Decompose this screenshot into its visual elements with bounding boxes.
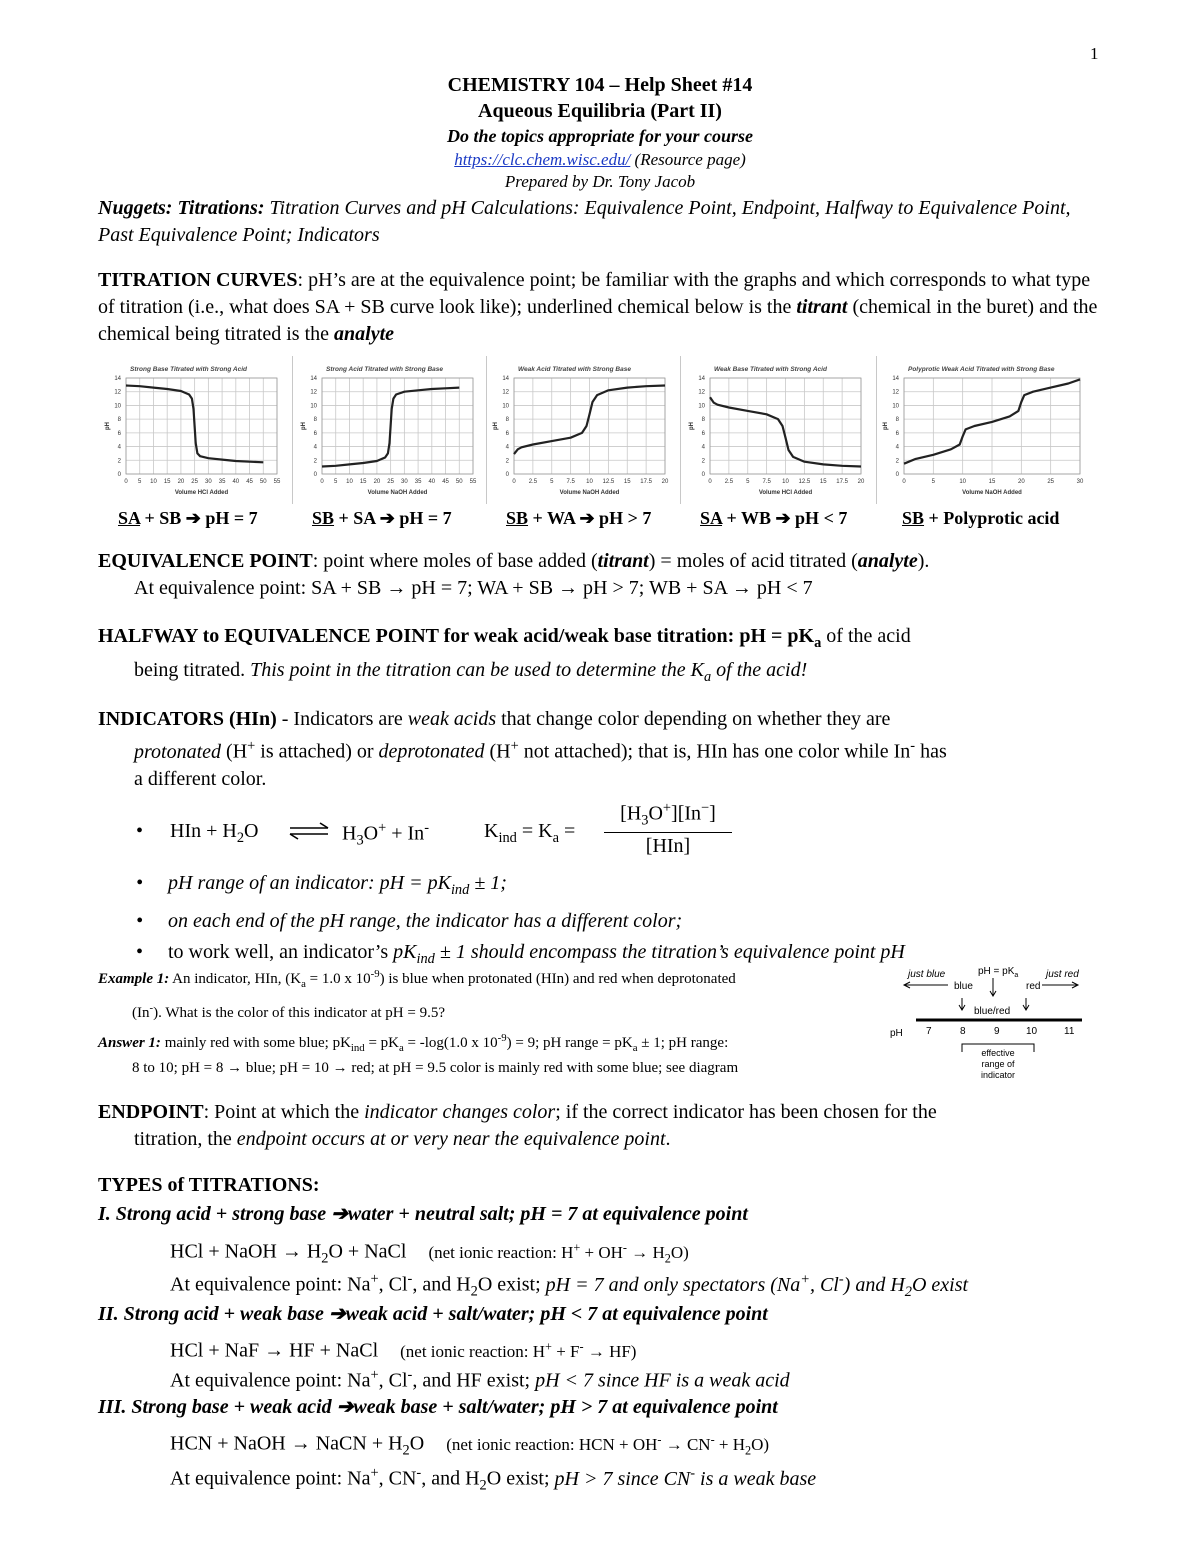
y-axis-label: pH	[493, 422, 499, 430]
x-tick-label: 50	[455, 479, 463, 485]
y-tick-label: 6	[117, 430, 121, 437]
indicators-italic: protonated	[134, 740, 222, 763]
equivalence-text: ).	[917, 550, 930, 572]
graph-label-5	[902, 508, 1059, 529]
y-axis-label: pH	[301, 422, 307, 430]
x-tick-label: 25	[1047, 479, 1055, 485]
page-number: 1	[1090, 44, 1099, 63]
halfway-sub: a	[814, 635, 822, 651]
y-tick-label: 8	[313, 417, 317, 424]
x-tick-label: 55	[469, 479, 477, 485]
indicator-bullets	[98, 868, 1108, 975]
resource-link[interactable]: https://clc.chem.wisc.edu/	[454, 150, 631, 169]
y-tick-label: 0	[505, 472, 509, 478]
equation-rhs: $H_3O^+ + In^-$	[342, 820, 429, 849]
graph-label-2	[312, 508, 452, 529]
type-I-at-equivalence: At equivalence point: Na+, Cl-, and $H_2O$ exist; pH = 7 and only spectators (Na+, Cl-) and $H_2O$ exist	[170, 1271, 969, 1300]
y-tick-label: 10	[114, 403, 121, 410]
graph-label-text: + WA ➔ pH > 7	[528, 508, 652, 528]
y-tick-label: 12	[310, 389, 317, 396]
titrant-underlined: SB	[902, 508, 925, 528]
y-tick-label: 6	[313, 430, 317, 437]
x-tick-label: 15	[819, 479, 827, 485]
ph-tick: 8	[960, 1026, 966, 1037]
x-tick-label: 10	[346, 479, 353, 485]
nuggets-label: Nuggets: Titrations:	[98, 197, 265, 219]
x-tick-label: 25	[191, 479, 198, 485]
ph-axis-label: pH	[890, 1028, 903, 1039]
titration-curves-text1: : pH’s are at the equivalence point; be familiar with the graphs and which corresponds to what type of titration (i.e., what does SA + SB curve look like); underlined chemical below is the	[98, 269, 1091, 318]
y-tick-label: 6	[505, 430, 509, 437]
equilibrium-arrows-icon	[288, 822, 330, 840]
answer-line-2: 8 to 10; pH = 8 → blue; pH = 10 → red; at pH = 9.5 color is mainly red with some blue; see diagram	[132, 1060, 739, 1076]
bullet-item: • to work well, an indicator’s $pK_{ind} \pm 1$ should encompass the titration’s equivalence point pH	[98, 937, 1108, 975]
indicators-text: - Indicators are	[276, 708, 408, 730]
equivalence-line2: At equivalence point: SA + SB → pH = 7; WA + SB → pH > 7; WB + SA → pH < 7	[134, 577, 813, 599]
x-tick-label: 15	[988, 479, 996, 485]
x-tick-label: 12.5	[798, 479, 811, 485]
x-tick-label: 2.5	[528, 479, 538, 485]
author-line: Prepared by Dr. Tony Jacob	[504, 172, 696, 191]
graph-label-1	[118, 508, 258, 529]
x-tick-label: 30	[205, 479, 212, 485]
titrant-underlined: SA	[118, 508, 141, 528]
x-tick-label: 45	[246, 479, 253, 485]
y-tick-label: 10	[310, 403, 317, 410]
indicators-text: that change color depending on whether they are	[496, 708, 891, 730]
type-II-title: II. Strong acid + weak base ➔weak acid + salt/water; pH < 7 at equivalence point	[98, 1303, 768, 1325]
y-tick-label: 2	[313, 458, 317, 465]
x-tick-label: 0	[320, 479, 324, 485]
x-tick-label: 30	[1076, 479, 1084, 485]
graph-label-4	[700, 508, 847, 529]
halfway-italic-sub: a	[703, 669, 712, 685]
x-tick-label: 20	[177, 479, 185, 485]
x-tick-label: 10	[150, 479, 157, 485]
titration-graph-wb-sa	[684, 362, 869, 502]
titrant-term: titrant	[796, 296, 848, 318]
x-tick-label: 5	[138, 479, 142, 485]
halfway-paragraph	[98, 623, 1108, 691]
graph-divider	[680, 356, 681, 504]
y-tick-label: 4	[895, 444, 899, 451]
y-tick-label: 2	[701, 458, 705, 465]
titrant-underlined: SB	[312, 508, 335, 528]
types-heading: TYPES of TITRATIONS:	[98, 1174, 320, 1196]
y-tick-label: 14	[698, 376, 705, 382]
x-tick-label: 10	[959, 479, 967, 485]
superscript: -	[910, 738, 916, 754]
type-III-at-equivalence: At equivalence point: Na+, CN-, and $H_2O$ exist; pH > 7 since CN- is a weak base	[170, 1465, 817, 1494]
x-tick-label: 25	[387, 479, 394, 485]
sheet-title: CHEMISTRY 104 – Help Sheet #14	[447, 74, 753, 96]
x-tick-label: 20	[373, 479, 381, 485]
analyte-term: analyte	[857, 550, 918, 572]
graph-divider	[292, 356, 293, 504]
sheet-subtitle: Aqueous Equilibria (Part II)	[478, 100, 722, 122]
x-tick-label: 30	[401, 479, 408, 485]
y-tick-label: 12	[892, 389, 899, 396]
indicators-text: not attached); that is, HIn has one color while In	[518, 740, 911, 763]
halfway-text: being titrated.	[134, 659, 251, 681]
x-tick-label: 50	[259, 479, 267, 485]
graph-label-3	[506, 508, 651, 529]
type-III-equation: HCN + NaOH → NaCN + $H_2O$ (net ionic reaction: HCN + $OH^- \to CN^- + H_2O$)	[170, 1432, 770, 1459]
x-tick-label: 15	[359, 479, 367, 485]
type-III-title: III. Strong base + weak acid ➔weak base + salt/water; pH > 7 at equivalence point	[98, 1396, 778, 1418]
titration-graph-wa-sb	[488, 362, 673, 502]
x-axis-label: Volume HCl Added	[758, 490, 813, 496]
superscript: +	[247, 738, 256, 754]
x-tick-label: 35	[414, 479, 422, 485]
red-label: red	[1026, 981, 1041, 992]
indicators-text: has	[915, 740, 947, 763]
y-tick-label: 2	[117, 458, 121, 465]
x-tick-label: 20	[1017, 479, 1025, 485]
indicator-range-diagram	[886, 962, 1086, 1088]
indicators-text: a different color.	[134, 767, 267, 790]
x-tick-label: 55	[273, 479, 281, 485]
superscript: +	[510, 738, 519, 754]
chart-title: Weak Base Titrated with Strong Acid	[714, 366, 827, 373]
y-tick-label: 6	[701, 430, 705, 437]
type-I-title: I. Strong acid + strong base ➔water + neutral salt; pH = 7 at equivalence point	[98, 1203, 748, 1225]
x-tick-label: 5	[550, 479, 554, 485]
endpoint-text: titration, the	[134, 1128, 237, 1150]
graph-divider	[876, 356, 877, 504]
plot-frame	[322, 378, 473, 474]
titrant-term: titrant	[597, 550, 649, 572]
graph-label-text: + SA ➔ pH = 7	[334, 508, 452, 528]
chart-title: Polyprotic Weak Acid Titrated with Strong Base	[908, 366, 1055, 373]
y-tick-label: 10	[698, 403, 705, 410]
y-axis-label: pH	[105, 422, 111, 430]
y-tick-label: 10	[502, 403, 509, 410]
x-tick-label: 15	[163, 479, 171, 485]
x-tick-label: 0	[512, 479, 516, 485]
y-axis-label: pH	[883, 422, 889, 430]
indicators-text: (H	[484, 740, 511, 763]
y-tick-label: 14	[892, 376, 899, 382]
bullet-item: • pH range of an indicator: pH = $pK_{ind} \pm 1$;	[98, 868, 1108, 906]
endpoint-heading: ENDPOINT	[98, 1101, 204, 1123]
titration-graph-polyprotic	[878, 362, 1088, 502]
indicators-italic: deprotonated	[378, 740, 485, 763]
effective-label: indicator	[980, 1070, 1016, 1080]
x-tick-label: 40	[428, 479, 436, 485]
indicators-text: (H	[221, 740, 248, 763]
endpoint-text: ; if the correct indicator has been chosen for the	[555, 1101, 937, 1123]
titrant-underlined: SA	[700, 508, 723, 528]
x-tick-label: 10	[586, 479, 593, 485]
type-II-at-equivalence: At equivalence point: Na+, Cl-, and HF exist; pH < 7 since HF is a weak acid	[170, 1367, 790, 1392]
titrant-underlined: SB	[506, 508, 529, 528]
chart-title: Strong Base Titrated with Strong Acid	[130, 366, 248, 373]
just-red-label: just red	[1046, 969, 1079, 980]
x-tick-label: 7.5	[566, 479, 575, 485]
nuggets-paragraph	[98, 195, 1108, 249]
y-tick-label: 0	[117, 472, 121, 478]
indicators-paragraph	[98, 706, 1108, 793]
y-tick-label: 14	[114, 376, 121, 382]
endpoint-text: : Point at which the	[203, 1101, 365, 1123]
resource-suffix: (Resource page)	[630, 150, 746, 169]
x-tick-label: 17.5	[640, 479, 652, 485]
y-tick-label: 14	[310, 376, 317, 382]
x-tick-label: 20	[857, 479, 865, 485]
x-axis-label: Volume NaOH Added	[559, 490, 620, 496]
graph-divider	[486, 356, 487, 504]
equivalence-text: : point where moles of base added (	[312, 550, 598, 572]
y-tick-label: 12	[114, 389, 121, 396]
indicators-italic: weak acids	[407, 708, 497, 730]
y-tick-label: 0	[701, 472, 705, 478]
x-tick-label: 35	[218, 479, 226, 485]
y-tick-label: 4	[505, 444, 509, 451]
titration-curves-heading: TITRATION CURVES	[98, 269, 298, 291]
endpoint-italic: endpoint occurs at or very near the equivalence point	[236, 1128, 666, 1150]
x-tick-label: 7.5	[762, 479, 771, 485]
example-line-1: Example 1: An indicator, HIn, ($K_a = 1.0$ x $10^{-9}$) is blue when protonated (HIn) and red when deprotonated	[98, 968, 736, 990]
endpoint-text: .	[665, 1128, 671, 1150]
y-tick-label: 8	[117, 417, 121, 424]
y-tick-label: 8	[701, 417, 705, 424]
y-tick-label: 12	[698, 389, 705, 396]
y-tick-label: 2	[895, 458, 899, 465]
bluered-label: blue/red	[974, 1006, 1011, 1017]
type-I-equation: HCl + NaOH → $H_2O$ + NaCl (net ionic reaction: $H^+ + OH^- \to H_2O$)	[170, 1240, 689, 1267]
equivalence-paragraph	[98, 548, 1108, 602]
indicators-heading: INDICATORS (HIn)	[98, 708, 277, 730]
halfway-italic: of the acid!	[711, 659, 808, 681]
y-tick-label: 8	[895, 417, 899, 424]
fraction-denominator: [HIn]	[645, 834, 691, 857]
ph-tick: 10	[1026, 1026, 1038, 1037]
x-tick-label: 20	[661, 479, 669, 485]
y-tick-label: 6	[895, 430, 899, 437]
endpoint-paragraph	[98, 1099, 1108, 1153]
analyte-term: analyte	[334, 323, 395, 345]
plot-frame	[126, 378, 277, 474]
nuggets-text: Titration Curves and pH Calculations: Equivalence Point, Endpoint, Halfway to Equivalence Point, Past Equivalence Point; Indicators	[98, 197, 1071, 246]
y-axis-label: pH	[689, 422, 695, 430]
x-axis-label: Volume NaOH Added	[962, 490, 1022, 496]
x-tick-label: 45	[442, 479, 449, 485]
course-note: Do the topics appropriate for your course	[447, 126, 753, 146]
x-tick-label: 40	[232, 479, 240, 485]
x-axis-label: Volume NaOH Added	[367, 490, 428, 496]
x-tick-label: 17.5	[836, 479, 848, 485]
y-tick-label: 4	[313, 444, 317, 451]
halfway-italic: This point in the titration can be used to determine the K	[250, 659, 704, 681]
titration-curves-paragraph	[98, 267, 1108, 348]
bullet-item: • on each end of the pH range, the indicator has a different color;	[98, 906, 1108, 937]
effective-label: range of	[981, 1059, 1015, 1069]
ph-tick: 11	[1064, 1026, 1075, 1037]
y-tick-label: 2	[505, 458, 509, 465]
x-tick-label: 5	[334, 479, 338, 485]
y-tick-label: 10	[892, 403, 899, 410]
x-tick-label: 0	[902, 479, 906, 485]
y-tick-label: 0	[895, 472, 899, 478]
equation-k: $K_{ind} = K_a$ =	[484, 820, 576, 846]
just-blue-label: just blue	[908, 969, 946, 980]
halfway-heading: HALFWAY to EQUIVALENCE POINT for weak acid/weak base titration: pH = pK	[98, 625, 815, 647]
titration-graph-sa-sb	[296, 362, 481, 502]
equivalence-heading: EQUIVALENCE POINT	[98, 550, 313, 572]
x-tick-label: 0	[708, 479, 712, 485]
y-tick-label: 4	[117, 444, 121, 451]
endpoint-italic: indicator changes color	[364, 1101, 556, 1123]
answer-line-1: Answer 1: mainly red with some blue; $pK_{ind} = pK_a = -\log(1.0$ x $10^{-9}) = 9$; pH range = $pK_a \pm 1$; pH range:	[98, 1032, 729, 1054]
y-tick-label: 4	[701, 444, 705, 451]
equation-fraction	[604, 800, 732, 858]
ph-pka-label: pH = $pK_a$	[978, 966, 1019, 979]
indicators-text: is attached) or	[255, 740, 379, 763]
graph-label-text: + WB ➔ pH < 7	[722, 508, 848, 528]
x-tick-label: 0	[124, 479, 128, 485]
x-tick-label: 2.5	[724, 479, 734, 485]
x-axis-label: Volume HCl Added	[174, 490, 229, 496]
x-tick-label: 5	[931, 479, 936, 485]
y-tick-label: 0	[313, 472, 317, 478]
chart-title: Weak Acid Titrated with Strong Base	[518, 366, 631, 373]
ph-tick: 9	[994, 1026, 1000, 1037]
chart-title: Strong Acid Titrated with Strong Base	[326, 366, 444, 373]
x-tick-label: 10	[782, 479, 789, 485]
resource-line	[0, 150, 1200, 170]
equivalence-text: ) = moles of acid titrated (	[648, 550, 858, 572]
bullet: •	[136, 820, 144, 842]
ph-tick: 7	[926, 1026, 932, 1037]
blue-label: blue	[954, 981, 973, 992]
fraction-numerator: $[H_3O^+][In^-]$	[604, 800, 732, 833]
effective-label: effective	[981, 1048, 1015, 1058]
graph-label-text: + SB ➔ pH = 7	[140, 508, 258, 528]
titration-curves-text2: (chemical in the buret) and the chemical being titrated is the	[98, 296, 1098, 345]
halfway-text: of the acid	[821, 625, 911, 647]
graph-label-text: + Polyprotic acid	[924, 508, 1060, 528]
y-tick-label: 12	[502, 389, 509, 396]
x-tick-label: 5	[746, 479, 750, 485]
example-line-2: (In-). What is the color of this indicator at pH = 9.5?	[132, 1002, 445, 1021]
equation-lhs: HIn + $H_2O$	[170, 820, 259, 846]
type-II-equation: HCl + NaF → HF + NaCl (net ionic reaction: H+ + F- → HF)	[170, 1339, 637, 1362]
titration-graph-sb-sa	[100, 362, 285, 502]
x-tick-label: 15	[623, 479, 631, 485]
x-tick-label: 12.5	[602, 479, 615, 485]
y-tick-label: 14	[502, 376, 509, 382]
y-tick-label: 8	[505, 417, 509, 424]
